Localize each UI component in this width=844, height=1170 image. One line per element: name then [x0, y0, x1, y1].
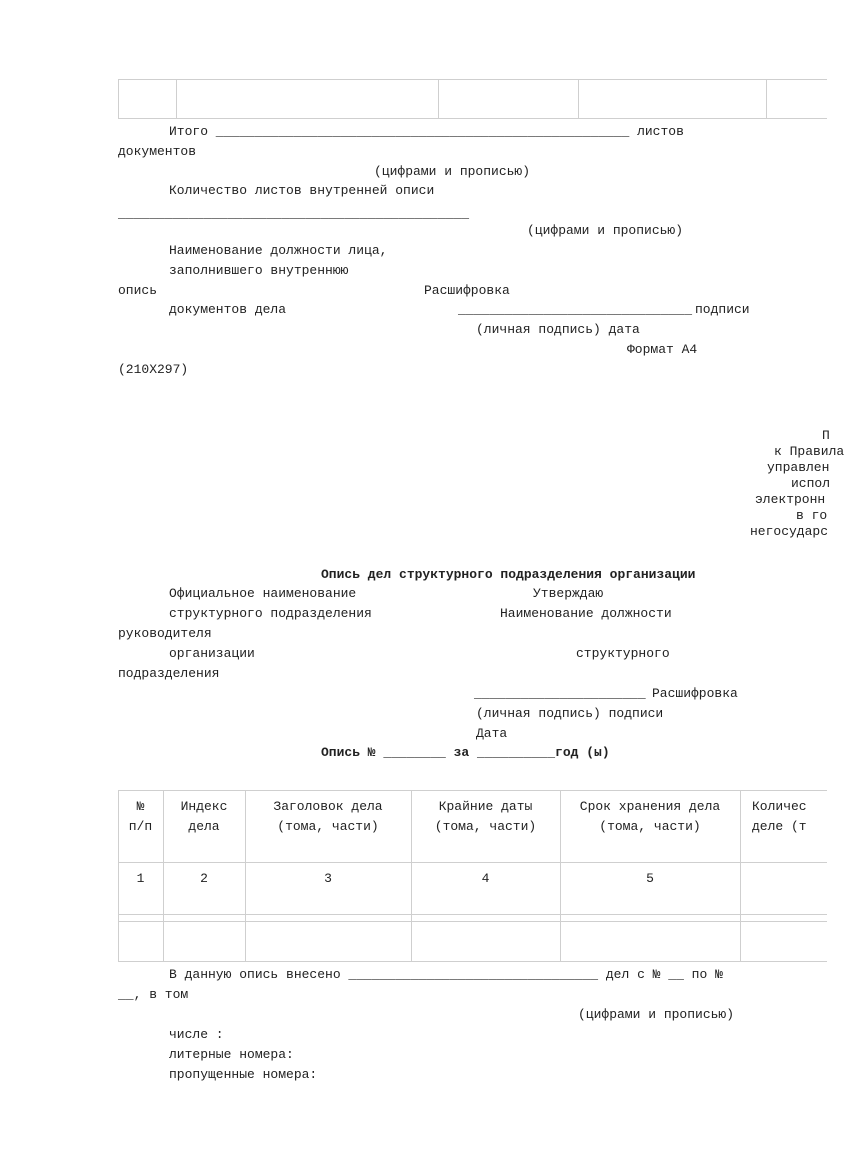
inner-count-blank: _____________________________________________	[118, 206, 470, 221]
hint-figures-words-2: (цифрами и прописью)	[527, 223, 684, 238]
letter-numbers: литерные номера:	[169, 1047, 294, 1062]
inventory-title: Опись дел структурного подразделения организации	[321, 567, 696, 582]
table-number-cell: 3	[324, 871, 332, 886]
table-header-cell: Индекс дела	[180, 799, 228, 834]
table-number-cell: 4	[481, 871, 490, 886]
table-header-cell: Количес деле (т	[752, 799, 807, 834]
entered-line: В данную опись внесено ________________________________ дел с № __ по №	[169, 967, 723, 982]
structural-label: структурного	[576, 646, 670, 661]
appendix-line-3: управлен	[767, 460, 830, 475]
appendix-line-5: электронн	[755, 492, 826, 507]
organization-label: организации	[169, 646, 255, 661]
unit-label: подразделения	[118, 666, 220, 681]
number-label: числе :	[169, 1027, 224, 1042]
table-header-cell: № п/п	[128, 799, 153, 834]
structural-unit: структурного подразделения	[169, 606, 372, 621]
inventory-number-title: Опись № ________ за __________год (ы)	[321, 745, 610, 760]
table-header-cell: Заголовок дела (тома, части)	[273, 799, 383, 834]
entered-line-cont: __, в том	[118, 987, 189, 1002]
appendix-line-6: в го	[796, 508, 828, 523]
hint-figures-words: (цифрами и прописью)	[374, 164, 531, 179]
position-line-4: документов дела	[169, 302, 287, 317]
missed-numbers: пропущенные номера:	[169, 1067, 318, 1082]
position-line-3: опись	[118, 283, 158, 298]
total-line-cont: документов	[118, 144, 197, 159]
total-line: Итого _____________________________________________________ листов	[169, 124, 684, 139]
approve-date: Дата	[476, 726, 508, 741]
appendix-line-4: испол	[791, 476, 831, 491]
decode-label: Расшифровка	[424, 283, 510, 298]
position-line-2: заполнившего внутреннюю	[169, 263, 349, 278]
table-number-cell: 2	[200, 871, 208, 886]
signature-blank: ______________________________	[458, 302, 693, 317]
position-name: Наименование должности	[500, 606, 672, 621]
table-number-cell: 1	[136, 871, 145, 886]
appendix-line-7: негосударс	[750, 524, 829, 539]
table-number-cell: 5	[646, 871, 654, 886]
approve-sign-blank: ______________________	[474, 686, 646, 701]
table-header-cell: Срок хранения дела (тома, части)	[579, 799, 721, 834]
footer-hint: (цифрами и прописью)	[578, 1007, 735, 1022]
appendix-line-1: П	[822, 428, 830, 443]
personal-sign-date: (личная подпись) дата	[476, 322, 640, 337]
format-size: (210X297)	[118, 362, 189, 377]
approve-label: Утверждаю	[533, 586, 604, 601]
approve-decode: Расшифровка	[652, 686, 738, 701]
approve-personal-sign: (личная подпись) подписи	[476, 706, 664, 721]
inner-inventory-count: Количество листов внутренней описи	[169, 183, 435, 198]
format-label: Формат А4	[627, 342, 698, 357]
position-line-1: Наименование должности лица,	[169, 243, 388, 258]
official-name: Официальное наименование	[169, 586, 357, 601]
table-header-cell: Крайние даты (тома, части)	[434, 799, 537, 834]
signatures-label: подписи	[695, 302, 750, 317]
appendix-line-2: к Правила	[774, 444, 844, 459]
head-label: руководителя	[118, 626, 212, 641]
